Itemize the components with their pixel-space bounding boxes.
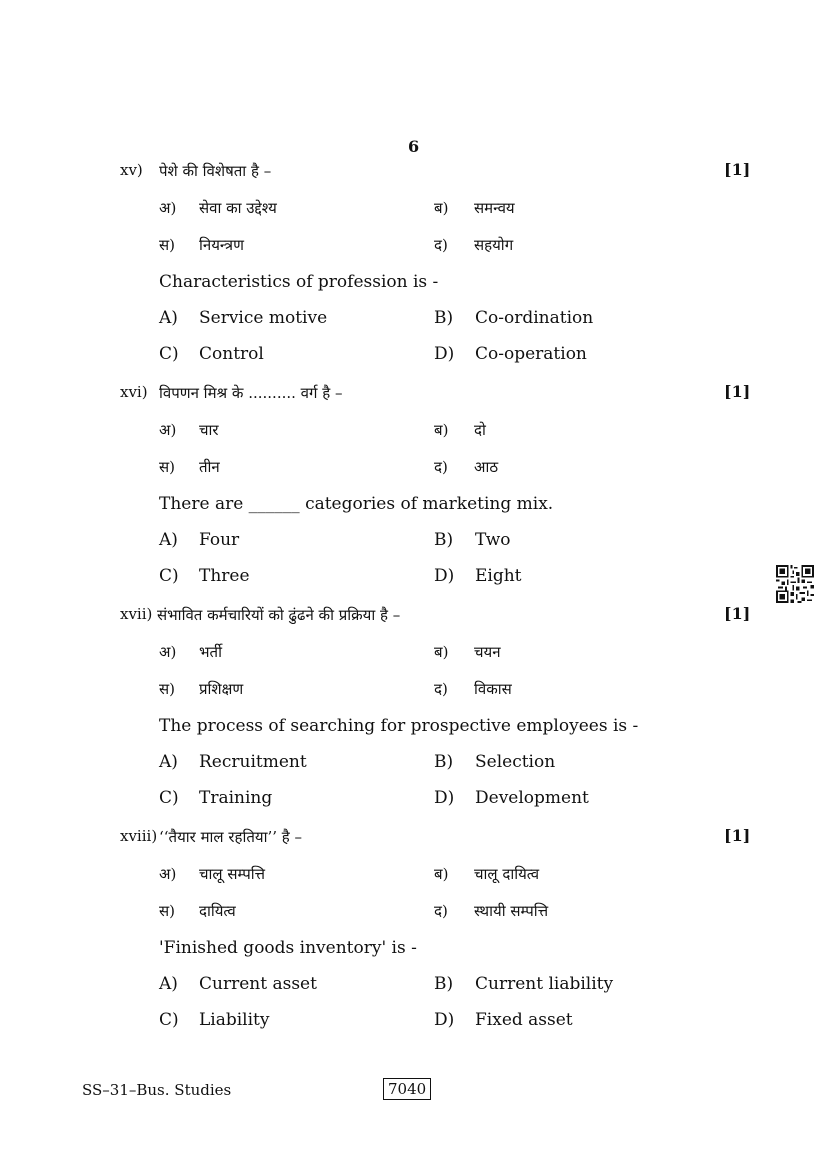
question-number: xv) bbox=[120, 161, 143, 179]
option-text: Two bbox=[475, 530, 511, 550]
option-label: B) bbox=[434, 308, 454, 328]
option-text: Service motive bbox=[199, 308, 328, 328]
option-label: अ) bbox=[159, 421, 177, 439]
option-text: Three bbox=[199, 566, 250, 586]
page-number: 6 bbox=[408, 137, 420, 156]
option-text: सेवा का उद्देश्य bbox=[199, 199, 277, 217]
option-text: Current asset bbox=[199, 974, 317, 994]
option-label: A) bbox=[159, 752, 178, 772]
option-text: स्थायी सम्पत्ति bbox=[474, 902, 549, 920]
option-text: चालू दायित्व bbox=[474, 865, 540, 883]
option-text: Control bbox=[199, 344, 264, 364]
option-text: सहयोग bbox=[474, 236, 514, 254]
option-text: Current liability bbox=[475, 974, 614, 994]
option-label: D) bbox=[434, 344, 455, 364]
option-label: A) bbox=[159, 530, 178, 550]
option-text: Eight bbox=[475, 566, 522, 586]
question-number: xviii) bbox=[120, 827, 158, 845]
option-text: नियन्त्रण bbox=[199, 236, 244, 254]
option-text: दायित्व bbox=[199, 902, 236, 920]
option-label: अ) bbox=[159, 199, 177, 217]
paper-code-box: 7040 bbox=[383, 1078, 431, 1100]
option-text: समन्वय bbox=[474, 199, 515, 217]
option-text: Co-ordination bbox=[475, 308, 594, 328]
option-label: B) bbox=[434, 530, 454, 550]
option-label: C) bbox=[159, 344, 179, 364]
option-label: द) bbox=[434, 680, 448, 698]
question-text-hindi: संभावित कर्मचारियों को ढुंढने की प्रक्रिया है – bbox=[157, 606, 401, 624]
option-label: द) bbox=[434, 458, 448, 476]
option-label: C) bbox=[159, 566, 179, 586]
question-text-hindi: विपणन मिश्र के .......... वर्ग है – bbox=[159, 384, 343, 402]
option-label: B) bbox=[434, 974, 454, 994]
option-text: प्रशिक्षण bbox=[199, 680, 244, 698]
marks-label: [1] bbox=[724, 160, 751, 179]
option-text: तीन bbox=[199, 458, 220, 476]
option-label: ब) bbox=[434, 199, 449, 217]
question-number: xvi) bbox=[120, 383, 148, 401]
option-label: ब) bbox=[434, 865, 449, 883]
question-text-hindi: पेशे की विशेषता है – bbox=[159, 162, 272, 180]
question-text-hindi: ‘‘तैयार माल रहतिया’’ है – bbox=[159, 828, 303, 846]
option-label: अ) bbox=[159, 865, 177, 883]
question-number: xvii) bbox=[120, 605, 153, 623]
option-label: D) bbox=[434, 1010, 455, 1030]
option-label: स) bbox=[159, 458, 175, 476]
option-label: A) bbox=[159, 308, 178, 328]
qr-code-icon bbox=[776, 565, 814, 603]
marks-label: [1] bbox=[724, 826, 751, 845]
option-label: स) bbox=[159, 236, 175, 254]
option-text: आठ bbox=[474, 458, 499, 476]
option-text: Development bbox=[475, 788, 589, 808]
question-text-english: Characteristics of profession is - bbox=[159, 272, 439, 292]
option-text: भर्ती bbox=[199, 643, 222, 661]
option-label: स) bbox=[159, 902, 175, 920]
option-label: C) bbox=[159, 1010, 179, 1030]
option-text: चार bbox=[199, 421, 219, 439]
footer-subject-code: SS–31–Bus. Studies bbox=[82, 1081, 232, 1099]
marks-label: [1] bbox=[724, 382, 751, 401]
option-text: दो bbox=[474, 421, 486, 439]
marks-label: [1] bbox=[724, 604, 751, 623]
option-text: Recruitment bbox=[199, 752, 307, 772]
option-text: Training bbox=[199, 788, 273, 808]
option-label: A) bbox=[159, 974, 178, 994]
question-text-english: The process of searching for prospective employees is - bbox=[159, 716, 639, 736]
option-label: द) bbox=[434, 236, 448, 254]
option-label: अ) bbox=[159, 643, 177, 661]
option-label: B) bbox=[434, 752, 454, 772]
option-label: ब) bbox=[434, 643, 449, 661]
option-label: D) bbox=[434, 566, 455, 586]
question-text-english: 'Finished goods inventory' is - bbox=[159, 938, 417, 958]
question-text-english: There are ______ categories of marketing mix. bbox=[159, 494, 554, 514]
option-text: चालू सम्पत्ति bbox=[199, 865, 266, 883]
option-label: D) bbox=[434, 788, 455, 808]
option-label: C) bbox=[159, 788, 179, 808]
option-text: Four bbox=[199, 530, 240, 550]
option-text: Selection bbox=[475, 752, 556, 772]
option-text: चयन bbox=[474, 643, 501, 661]
option-label: द) bbox=[434, 902, 448, 920]
option-text: Co-operation bbox=[475, 344, 587, 364]
option-text: Fixed asset bbox=[475, 1010, 573, 1030]
option-label: ब) bbox=[434, 421, 449, 439]
option-text: Liability bbox=[199, 1010, 270, 1030]
option-text: विकास bbox=[474, 680, 512, 698]
option-label: स) bbox=[159, 680, 175, 698]
